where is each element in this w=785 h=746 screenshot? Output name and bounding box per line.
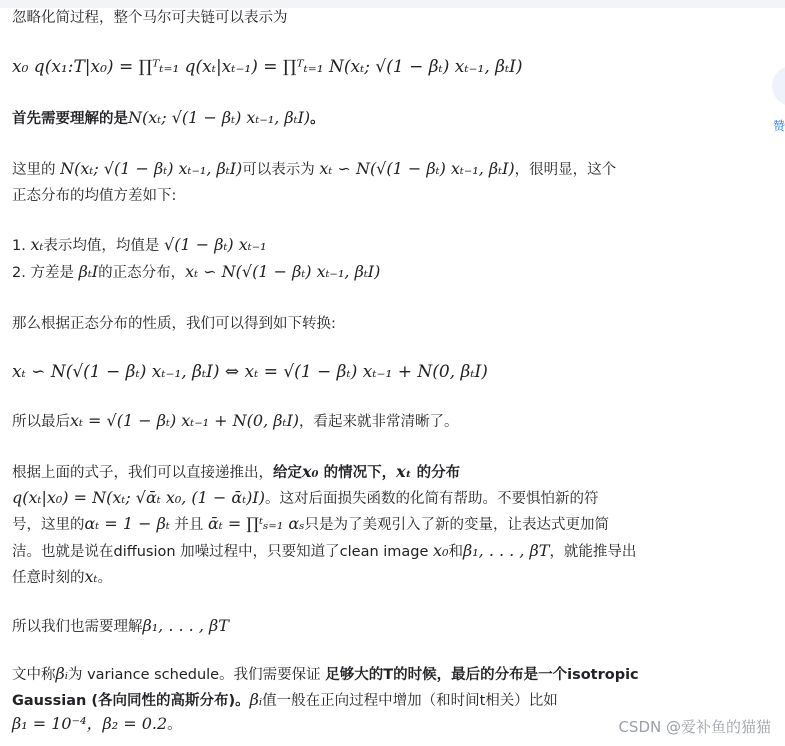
inline-math: βᵢ bbox=[249, 690, 263, 709]
para-beta-example bbox=[12, 713, 182, 736]
text: 的正态分布， bbox=[98, 265, 186, 281]
text: 表示均值，均值是 bbox=[43, 238, 165, 254]
inline-math: N(xₜ; √(1 − βₜ) xₜ₋₁, βₜI) bbox=[60, 159, 243, 178]
bold-text: 的情况下， bbox=[318, 465, 397, 481]
inline-math: β₁, . . . , βT bbox=[462, 541, 550, 560]
inline-math: q(xₜ|x₀) = N(xₜ; √ᾱₜ x₀, (1 − ᾱₜ)I) bbox=[12, 488, 265, 507]
inline-math: xₜ bbox=[30, 235, 44, 254]
para-recursive bbox=[12, 461, 460, 484]
text: 。 bbox=[97, 570, 112, 586]
para-any-time bbox=[12, 566, 112, 589]
equation-markov-chain: x₀ q(x₁:T|x₀) = ∏ᵀₜ₌₁ q(xₜ|xₜ₋₁) = ∏ᵀₜ₌₁ N(xₜ; √(1 − βₜ) xₜ₋₁, βₜI) bbox=[12, 57, 523, 77]
para-mean-variance: 正态分布的均值方差如下: bbox=[12, 188, 177, 204]
text: 洁。也就是说在diffusion 加噪过程中，只要知道了clean image bbox=[12, 544, 434, 560]
bold-text: 的分布 bbox=[411, 465, 461, 481]
bold-text: Gaussian (各向同性的高斯分布)。 bbox=[12, 693, 250, 709]
text: 这里的 bbox=[12, 162, 61, 178]
text: 和 bbox=[448, 544, 463, 560]
text: ，就能推导出 bbox=[549, 544, 637, 560]
inline-math: xₜ bbox=[84, 567, 98, 586]
bold-text: 。 bbox=[310, 111, 325, 127]
inline-math: N(xₜ; √(1 − βₜ) xₜ₋₁, βₜI) bbox=[128, 108, 311, 127]
inline-math: βᵢ bbox=[55, 664, 68, 683]
text: 2. 方差是 bbox=[12, 265, 79, 281]
csdn-watermark: CSDN @爱补鱼的猫猫 bbox=[618, 718, 771, 736]
text: 可以表示为 bbox=[242, 162, 320, 178]
text: 任意时刻的 bbox=[12, 570, 85, 586]
text: 值一般在正向过程中增加（和时间t相关）比如 bbox=[262, 693, 558, 709]
bold-text: 足够大的T的时候，最后的分布是一个isotropic bbox=[325, 667, 639, 683]
inline-math: xₜ ∽ N(√(1 − βₜ) xₜ₋₁, βₜI) bbox=[319, 159, 515, 178]
para-understand-n bbox=[12, 107, 325, 130]
text: 根据上面的式子，我们可以直接递推出， bbox=[12, 465, 273, 481]
para-isotropic bbox=[12, 689, 558, 712]
text: 。这对后面损失函数的化简有帮助。不要惧怕新的符 bbox=[264, 491, 599, 507]
bold-text: 给定 bbox=[273, 465, 302, 481]
para-understand-beta bbox=[12, 615, 229, 638]
text: 并且 bbox=[169, 517, 208, 533]
text: 1. bbox=[12, 238, 31, 254]
para-diffusion-note bbox=[12, 540, 636, 563]
inline-math: x₀ bbox=[302, 462, 319, 481]
inline-math: ᾱₜ = ∏ᵗₛ₌₁ αₛ bbox=[208, 514, 305, 533]
para-final-xt bbox=[12, 410, 459, 433]
list-item-variance bbox=[12, 261, 380, 284]
para-q-distribution bbox=[12, 487, 598, 510]
inline-math: β₁, . . . , βT bbox=[142, 616, 229, 635]
text: ，看起来就非常清晰了。 bbox=[299, 414, 459, 430]
bold-text: 首先需要理解的是 bbox=[12, 111, 128, 127]
like-button[interactable] bbox=[772, 66, 785, 106]
text: 文中称 bbox=[12, 667, 56, 683]
equation-reparam: xₜ ∽ N(√(1 − βₜ) xₜ₋₁, βₜI) ⇔ xₜ = √(1 − βₜ) xₜ₋₁ + N(0, βₜI) bbox=[12, 362, 488, 382]
para-markov-intro: 忽略化简过程，整个马尔可夫链可以表示为 bbox=[12, 10, 288, 26]
text: ，很明显，这个 bbox=[514, 162, 617, 178]
para-alpha-def bbox=[12, 513, 609, 536]
inline-math: xₜ ∽ N(√(1 − βₜ) xₜ₋₁, βₜI) bbox=[185, 262, 381, 281]
inline-math: x₀ bbox=[433, 541, 449, 560]
text: 号，这里的 bbox=[12, 517, 85, 533]
para-transform-intro: 那么根据正态分布的性质，我们可以得到如下转换: bbox=[12, 316, 336, 332]
inline-math: β₁ = 10⁻⁴，β₂ = 0.2 bbox=[12, 714, 168, 733]
like-label[interactable]: 赞 bbox=[773, 119, 785, 133]
inline-math: βₜI bbox=[78, 262, 99, 281]
inline-math: √(1 − βₜ) xₜ₋₁ bbox=[164, 235, 267, 254]
inline-math: xₜ bbox=[396, 462, 412, 481]
inline-math: xₜ = √(1 − βₜ) xₜ₋₁ + N(0, βₜI) bbox=[70, 411, 300, 430]
text: 。 bbox=[167, 717, 182, 733]
text: 只是为了美观引入了新的变量，让表达式更加简 bbox=[304, 517, 610, 533]
text: 为 variance schedule。我们需要保证 bbox=[67, 667, 326, 683]
para-variance-schedule bbox=[12, 663, 639, 686]
list-item-mean bbox=[12, 234, 267, 257]
text: 所以最后 bbox=[12, 414, 70, 430]
para-n-expression bbox=[12, 158, 616, 181]
text: 所以我们也需要理解 bbox=[12, 619, 143, 635]
inline-math: αₜ = 1 − βₜ bbox=[84, 514, 170, 533]
